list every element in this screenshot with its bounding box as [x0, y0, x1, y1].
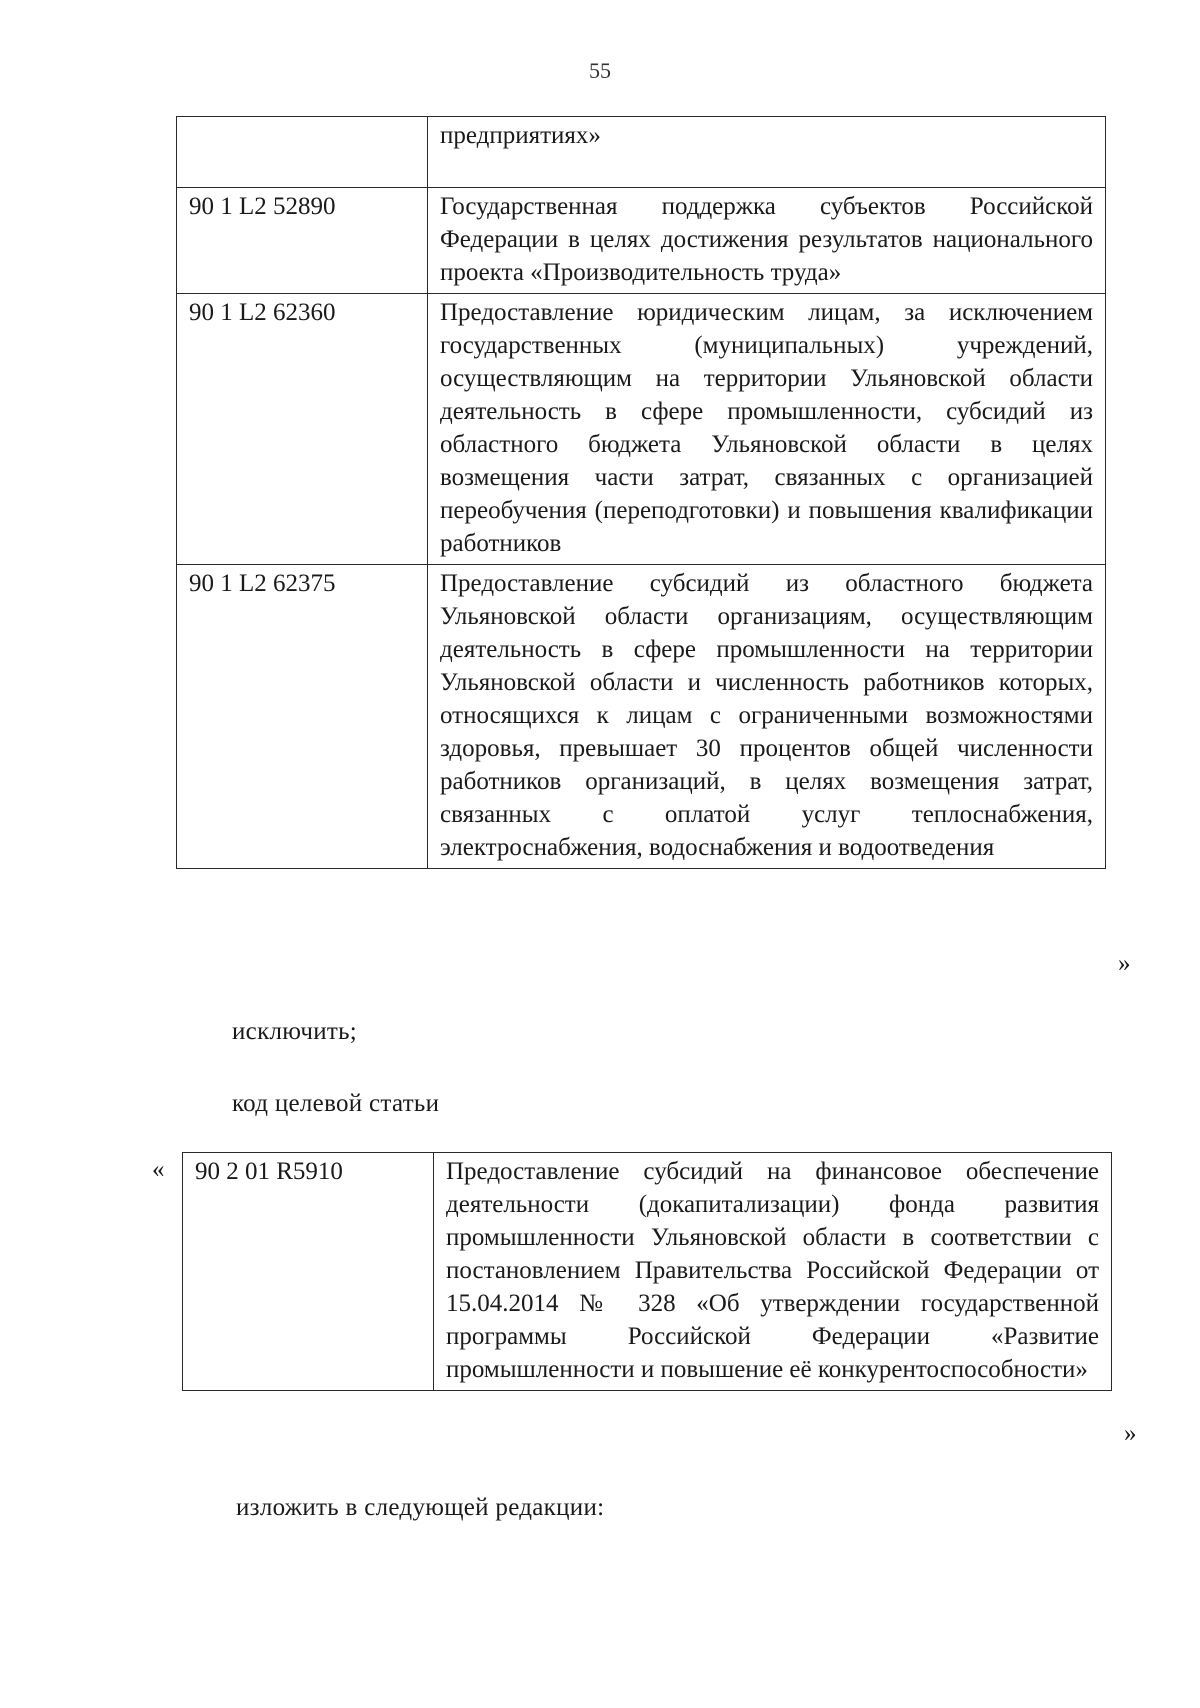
- closing-quote: »: [1118, 950, 1131, 977]
- instruction-code-label: код целевой статьи: [232, 1090, 440, 1117]
- table-row: [177, 294, 1106, 565]
- code-cell: [177, 117, 428, 188]
- description-cell: Предоставление субсидий на финансовое обеспечение деятельности (докапитализации) фонда развития промышленности Ульяновской области в соответствии с постановлением Правительства Российской Федерации от 15.04.2014 № 328 «Об утверждении государственной программы Российской Федерации «Развитие промышленности и повышение её конкурентоспособности»: [434, 1153, 1112, 1391]
- description-cell: Государственная поддержка субъектов Российской Федерации в целях достижения результатов национального проекта «Производительность труда»: [428, 188, 1106, 294]
- table-row: [177, 117, 1106, 188]
- description-cell: Предоставление субсидий из областного бюджета Ульяновской области организациям, осуществляющим деятельность в сфере промышленности на территории Ульяновской области и численность работников которых, относящихся к лицам с ограниченными возможностями здоровья, превышает 30 процентов общей численности работников организаций, в целях возмещения затрат, связанных с оплатой услуг теплоснабжения, электроснабжения, водоснабжения и водоотведения: [428, 565, 1106, 869]
- target-codes-table-excluded: [176, 116, 1106, 869]
- closing-quote: »: [1124, 1420, 1137, 1447]
- table-row: [177, 188, 1106, 294]
- instruction-exclude: исключить;: [232, 1018, 358, 1045]
- description-cell: предприятиях»: [428, 117, 1106, 188]
- target-code-table-amended: [182, 1152, 1112, 1391]
- page-number: 55: [589, 58, 611, 83]
- description-cell: Предоставление юридическим лицам, за исключением государственных (муниципальных) учреждений, осуществляющим на территории Ульяновской области деятельность в сфере промышленности, субсидий из областного бюджета Ульяновской области в целях возмещения части затрат, связанных с организацией переобучения (переподготовки) и повышения квалификации работников: [428, 294, 1106, 565]
- table-row: [183, 1153, 1112, 1391]
- code-cell: 90 1 L2 62360: [177, 294, 428, 565]
- instruction-restate: изложить в следующей редакции:: [236, 1494, 605, 1521]
- code-cell: 90 1 L2 52890: [177, 188, 428, 294]
- code-cell: 90 1 L2 62375: [177, 565, 428, 869]
- opening-quote: «: [152, 1156, 165, 1183]
- code-cell: 90 2 01 R5910: [183, 1153, 434, 1391]
- table-row: [177, 565, 1106, 869]
